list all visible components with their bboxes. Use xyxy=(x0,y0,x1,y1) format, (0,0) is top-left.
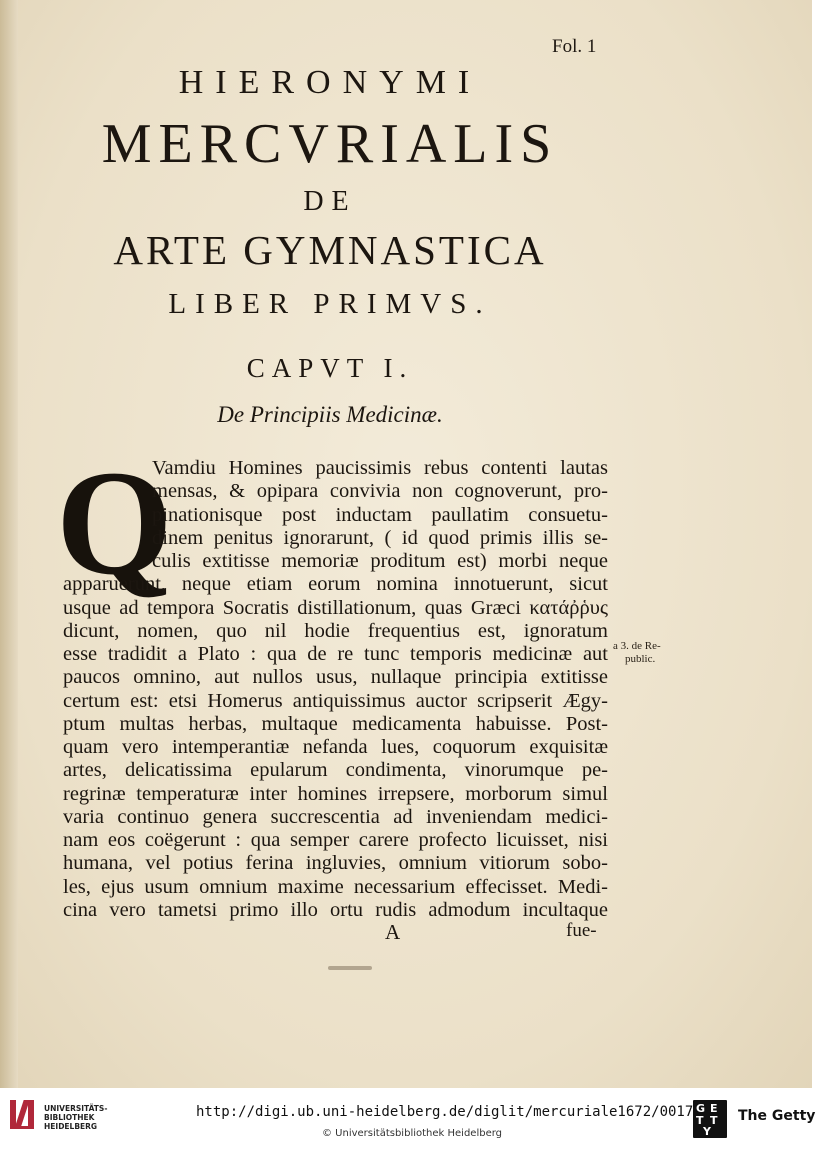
catchword: fue- xyxy=(566,920,597,941)
text-line: cina vero tametsi primo illo ortu rudis admodum incultaque xyxy=(63,899,608,921)
text-line: dicunt, nomen, quo nil hodie frequentius est, ignoratum xyxy=(63,619,608,642)
text-line: nam eos coëgerunt : qua semper carere profecto licuisset, nisi xyxy=(63,829,608,852)
text-line: apparuerunt, neque etiam eorum nomina innotuerunt, sicut xyxy=(63,573,608,596)
university-logo-icon xyxy=(8,1096,38,1132)
margin-note-line: public. xyxy=(625,653,656,665)
text-line: humana, vel potius ferina ingluvies, omnium vitiorum sobo- xyxy=(63,852,608,875)
text-line: esse tradidit a Plato : qua de re tunc temporis medicinæ aut xyxy=(63,643,608,666)
text-line: culis extitisse memoriæ proditum est) morbi neque xyxy=(152,550,608,573)
title-author-last: MERCVRIALIS xyxy=(101,113,559,175)
text-line: regrinæ temperaturæ inter homines irrepsere, morborum simul xyxy=(63,782,608,805)
text-line: Vamdiu Homines paucissimis rebus contenti lautas xyxy=(152,457,608,479)
title-work: ARTE GYMNASTICA xyxy=(113,227,547,273)
drop-cap-initial: Q xyxy=(56,440,173,606)
chapter-subtitle: De Principiis Medicinæ. xyxy=(217,402,443,427)
text-line: ptum multas herbas, multaque medicamenta habuisse. Post- xyxy=(63,712,608,735)
text-line: mensas, & opipara convivia non cognoverunt, pro- xyxy=(152,480,608,503)
getty-logo-icon: G E T T Y xyxy=(693,1100,727,1138)
text-line: dinem penitus ignorarunt, ( id quod primis illis se- xyxy=(152,526,608,549)
folio-number: Fol. 1 xyxy=(552,36,597,57)
text-line: paucos omnino, aut nullos usus, nullaque principia extitisse xyxy=(63,666,608,689)
title-book: LIBER PRIMVS. xyxy=(168,288,492,320)
source-url-link[interactable]: http://digi.ub.uni-heidelberg.de/diglit/mercuriale1672/0017 xyxy=(196,1104,694,1120)
title-author-first: HIERONYMI xyxy=(178,64,482,101)
text-line: quam vero intemperantiæ nefanda lues, coquorum exquisitæ xyxy=(63,736,608,759)
signature-mark: A xyxy=(385,920,401,944)
footer-bar xyxy=(0,1088,822,1149)
copyright-notice: © Universitätsbibliothek Heidelberg xyxy=(322,1128,503,1139)
ornament xyxy=(328,966,372,970)
margin-note xyxy=(613,640,661,666)
text-line: certum est: etsi Homerus antiquissimus auctor scripserit Ægy- xyxy=(63,689,608,712)
text-line: artes, delicatissima epularum condimenta, vinorumque pe- xyxy=(63,759,608,782)
text-line: les, ejus usum omnium maxime necessarium effecisset. Medi- xyxy=(63,875,608,898)
text-line: varia continuo genera succrescentia ad inveniendam medici- xyxy=(63,805,608,828)
margin-note-line: a 3. de Re- xyxy=(613,640,661,652)
title-de: DE xyxy=(303,186,357,217)
university-name: UNIVERSITÄTS- BIBLIOTHEK HEIDELBERG xyxy=(44,1104,108,1131)
getty-name: The Getty xyxy=(738,1108,816,1124)
text-line: usque ad tempora Socratis distillationum, quas Græci κατάῤῥυς xyxy=(63,596,608,619)
chapter-heading: CAPVT I. xyxy=(246,353,414,383)
text-line: pinationisque post inductam paullatim consuetu- xyxy=(152,503,608,526)
